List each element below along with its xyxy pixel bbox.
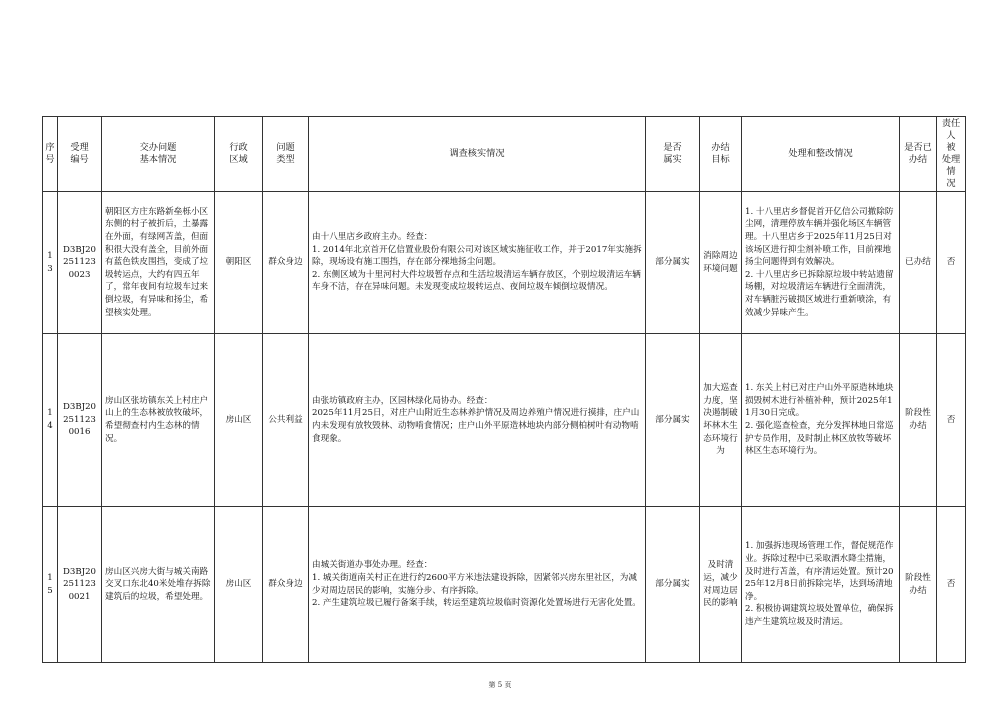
- cell-paragraph: 由城关街道办事处办理。经查：: [312, 560, 433, 571]
- cell-is-true: 部分属实: [646, 192, 700, 334]
- cell-paragraph: 1. 十八里店乡督促首开亿信公司撤除防尘网，清理停放车辆并强化场区车辆管理。十八里店乡于2025年11月25日对该场区进行抑尘剂补喷工作，目前裸地扬尘问题得到有效解决。: [745, 206, 894, 268]
- cell-issue-type: 公共利益: [263, 334, 309, 507]
- column-header-line: 调查核实情况: [449, 148, 505, 159]
- cell-goal: 及时清运，减少对周边居民的影响: [700, 507, 742, 663]
- cell-accountability: 否: [937, 192, 966, 334]
- cell-seq: 14: [43, 334, 58, 507]
- cell-is-true: 部分属实: [646, 334, 700, 507]
- cell-paragraph: 2. 强化巡查检查，充分发挥林地日常巡护专员作用，及时制止林区放牧等破坏林区生态环境行为。: [745, 421, 894, 457]
- column-header-line: 受理: [70, 142, 89, 153]
- cell-handling: [742, 334, 900, 507]
- column-header-handling: [742, 117, 900, 192]
- column-header-line: 编号: [70, 154, 89, 165]
- cell-paragraph: 1. 东关上村已对庄户山外平原造林地块损毁树木进行补植补种，预计2025年11月30日完成。: [745, 383, 894, 419]
- column-header-line: 号: [45, 154, 55, 165]
- cell-paragraph: 2. 东侧区域为十里河村大件垃圾暂存点和生活垃圾清运车辆存放区，个别垃圾清运车辆车身不洁，存在异味问题。未发现变成垃圾转运点、夜间垃圾车倾倒垃圾情况。: [312, 269, 641, 293]
- column-header-line: 序: [45, 142, 55, 153]
- cell-paragraph: 2. 积极协调建筑垃圾处置单位，确保拆违产生建筑垃圾及时清运。: [745, 604, 894, 627]
- column-header-line: 处理情: [941, 154, 961, 177]
- cell-goal: 加大巡查力度，坚决遏制破坏林木生态环境行为: [700, 334, 742, 507]
- cell-paragraph: 2. 产生建筑垃圾已履行备案手续，转运至建筑垃圾临时资源化处置场进行无害化处置。: [312, 598, 641, 609]
- column-header-line: 处理和整改情况: [788, 148, 853, 159]
- column-header-line: 目标: [711, 154, 730, 165]
- cell-is-true: 部分属实: [646, 507, 700, 663]
- column-header-line: 是否: [663, 142, 682, 153]
- column-header-goal: [700, 117, 742, 192]
- column-header-investigation: [309, 117, 646, 192]
- cell-issue: 房山区兴房大街与城关南路交叉口东北40米处堆存拆除建筑后的垃圾，希望处理。: [102, 507, 215, 663]
- cell-paragraph: 1. 城关街道南关村正在进行约2600平方米违法建设拆除，因紧邻兴房东里社区，为减少对周边居民的影响，实施分步、有序拆除。: [312, 572, 637, 596]
- cell-accept-no: D3BJ202511230021: [58, 507, 102, 663]
- column-header-line: 交办问题: [139, 142, 177, 153]
- cell-seq: 13: [43, 192, 58, 334]
- cell-issue-type: 群众身边: [263, 507, 309, 663]
- column-header-line: 类型: [276, 154, 295, 165]
- cell-paragraph: 由十八里店乡政府主办。经查：: [312, 232, 433, 243]
- cell-accept-no: D3BJ202511230016: [58, 334, 102, 507]
- cell-is-closed: 阶段性办结: [900, 507, 937, 663]
- cell-district: 房山区: [215, 334, 263, 507]
- cell-handling: [742, 192, 900, 334]
- cell-investigation: [309, 507, 646, 663]
- cell-paragraph: 2025年11月25日，对庄户山附近生态林养护情况及周边养殖户情况进行摸排，庄户山内未发现有放牧毁林、动物啃食情况；庄户山外平原造林地块内部分侧柏树叶有动物啃食现象。: [312, 408, 640, 444]
- column-header-line: 办结: [711, 142, 730, 153]
- column-header-line: 责任人: [941, 118, 961, 141]
- column-header-accountability: [937, 117, 966, 192]
- column-header-issue: [102, 117, 215, 192]
- column-header-district: [215, 117, 263, 192]
- column-header-line: 基本情况: [139, 154, 177, 165]
- column-header-line: 区域: [229, 154, 248, 165]
- cell-issue-type: 群众身边: [263, 192, 309, 334]
- header-row: [43, 117, 966, 192]
- cell-handling: [742, 507, 900, 663]
- cell-district: 房山区: [215, 507, 263, 663]
- cell-accountability: 否: [937, 507, 966, 663]
- table-body: [43, 192, 966, 663]
- report-table: [42, 116, 966, 663]
- column-header-is-closed: [900, 117, 937, 192]
- column-header-line: 行政: [229, 142, 248, 153]
- page-number: 第 5 页: [488, 681, 512, 689]
- cell-district: 朝阳区: [215, 192, 263, 334]
- column-header-line: 问题: [276, 142, 295, 153]
- cell-issue: 朝阳区方庄东路新垒栎小区东侧的村子被折后，土暴露在外面，有绿网苫盖，但面积很大没有盖全，目前外面有蓝色铁皮围挡，变成了垃圾转运点，大约有四五年了，常年夜间有垃圾车过来倒垃圾，有异味和扬尘，希望核实处理。: [102, 192, 215, 334]
- table-row: [43, 192, 966, 334]
- cell-paragraph: 2. 十八里店乡已拆除原垃圾中转站遗留场棚，对垃圾清运车辆进行全面清洗，对车辆脏污破损区域进行重新喷涂，有效减少异味产生。: [745, 269, 894, 318]
- cell-investigation: [309, 192, 646, 334]
- cell-seq: 15: [43, 507, 58, 663]
- cell-issue: 房山区张坊镇东关上村庄户山上的生态林被放牧破坏，希望彻查村内生态林的情况。: [102, 334, 215, 507]
- column-header-line: 属实: [663, 154, 682, 165]
- column-header-issue-type: [263, 117, 309, 192]
- column-header-accept-no: [58, 117, 102, 192]
- table-row: [43, 507, 966, 663]
- column-header-line: 况: [946, 178, 956, 189]
- cell-investigation: [309, 334, 646, 507]
- cell-accountability: 否: [937, 334, 966, 507]
- cell-is-closed: 阶段性办结: [900, 334, 937, 507]
- cell-goal: 消除周边环境问题: [700, 192, 742, 334]
- column-header-line: 被: [946, 142, 956, 153]
- column-header-line: 是否已: [904, 142, 932, 153]
- column-header-line: 办结: [908, 154, 928, 165]
- cell-paragraph: 由张坊镇政府主办，区园林绿化局协办。经查：: [312, 395, 493, 406]
- table-row: [43, 334, 966, 507]
- column-header-seq: [43, 117, 58, 192]
- cell-is-closed: 已办结: [900, 192, 937, 334]
- cell-paragraph: 1. 加强拆违现场管理工作，督促规范作业。拆除过程中已采取洒水降尘措施，及时进行苫盖，有序清运处置。预计2025年12月8日前拆除完毕，达到场清地净。: [745, 541, 894, 602]
- column-header-is-true: [646, 117, 700, 192]
- cell-paragraph: 1. 2014年北京首开亿信置业股份有限公司对该区域实施征收工作，并于2017年实施拆除，现场设有施工围挡，存在部分裸地扬尘问题。: [312, 244, 642, 268]
- cell-accept-no: D3BJ202511230023: [58, 192, 102, 334]
